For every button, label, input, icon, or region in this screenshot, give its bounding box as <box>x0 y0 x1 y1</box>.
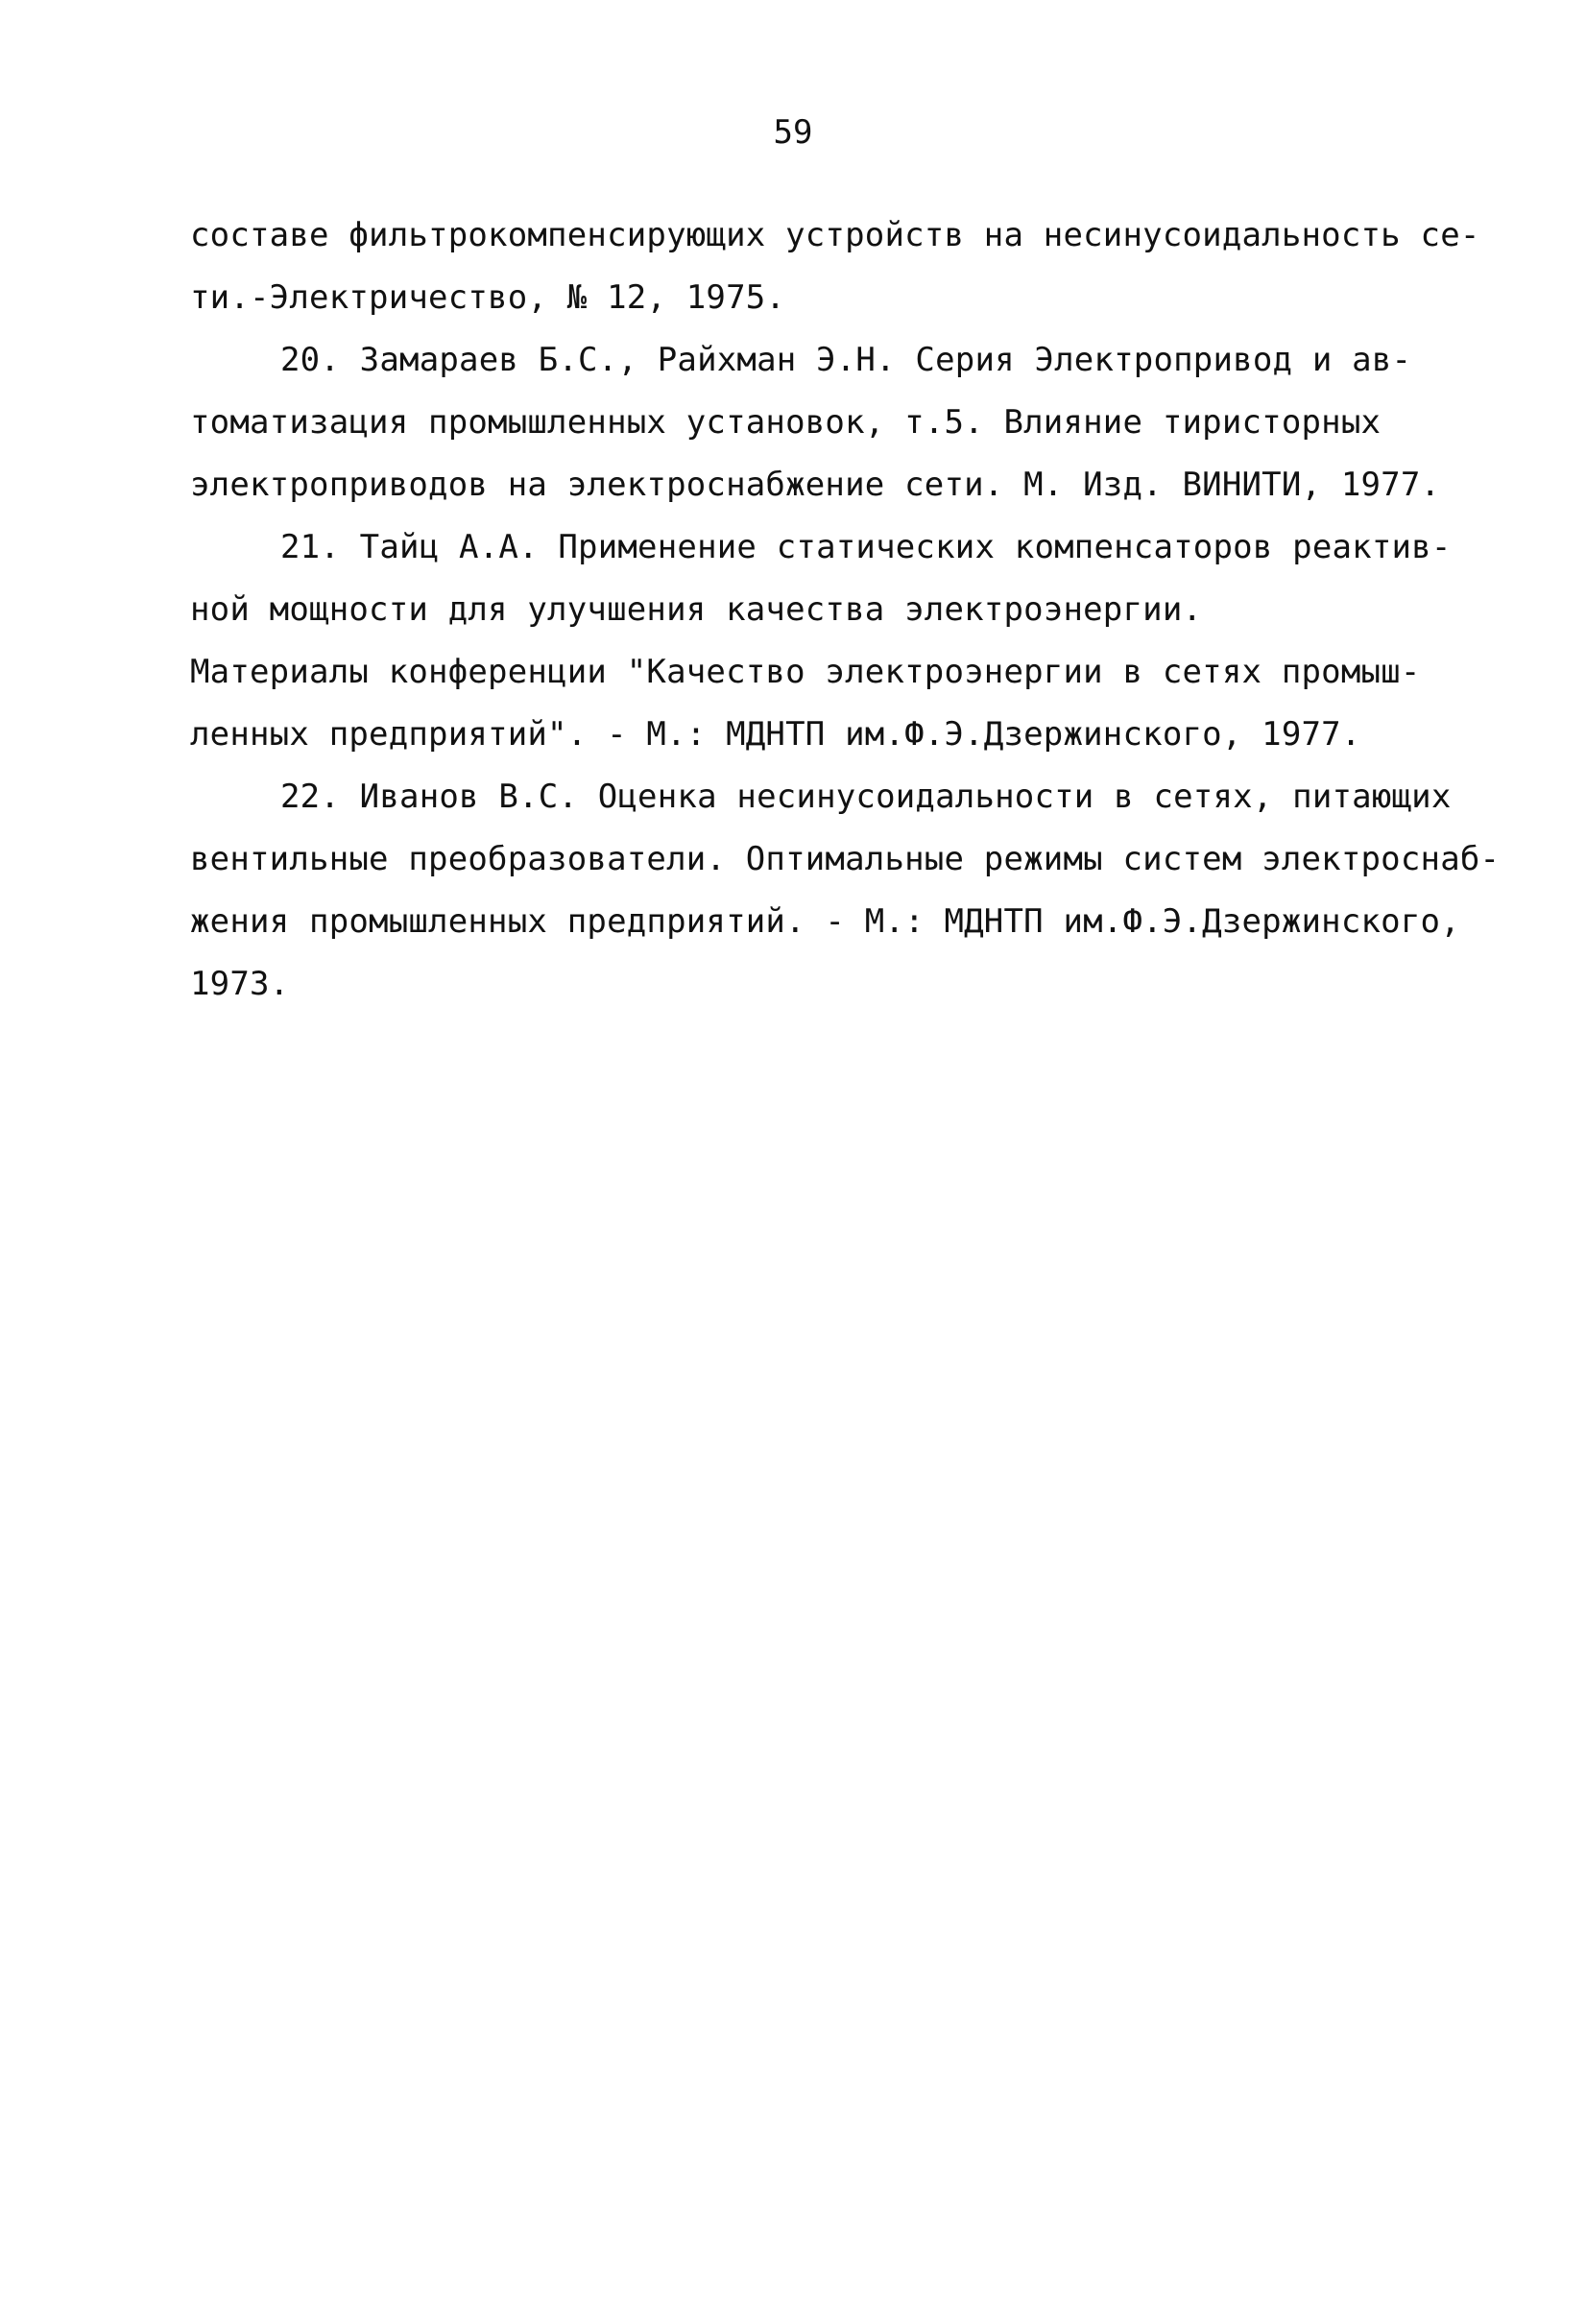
reference-22-line-2: вентильные преобразователи. Оптимальные режимы систем электроснаб- <box>190 840 1501 878</box>
reference-20-line-3: электроприводов на электроснабжение сети. М. Изд. ВИНИТИ, 1977. <box>190 466 1441 504</box>
reference-line-19-end: ти.-Электричество, № 12, 1975. <box>190 278 786 317</box>
reference-21-line-4: ленных предприятий". - М.: МДНТП им.Ф.Э.Дзержинского, 1977. <box>190 715 1361 754</box>
reference-21-line-3: Материалы конференции "Качество электроэнергии в сетях промыш- <box>190 653 1421 691</box>
page-number: 59 <box>773 113 813 152</box>
reference-21-line-2: ной мощности для улучшения качества электроэнергии. <box>190 590 1203 629</box>
reference-20-line-2: томатизация промышленных установок, т.5. Влияние тиристорных <box>190 403 1382 442</box>
reference-line-19-continuation: составе фильтрокомпенсирующих устройств на несинусоидальность се- <box>190 216 1480 254</box>
reference-20-start: 20. Замараев Б.С., Райхман Э.Н. Серия Электропривод и ав- <box>280 341 1412 379</box>
reference-22-line-3: жения промышленных предприятий. - М.: МДНТП им.Ф.Э.Дзержинского, <box>190 902 1460 941</box>
reference-22-line-4: 1973. <box>190 965 290 1003</box>
reference-21-start: 21. Тайц А.А. Применение статических компенсаторов реактив- <box>280 528 1452 566</box>
reference-22-start: 22. Иванов В.С. Оценка несинусоидальности в сетях, питающих <box>280 778 1452 816</box>
